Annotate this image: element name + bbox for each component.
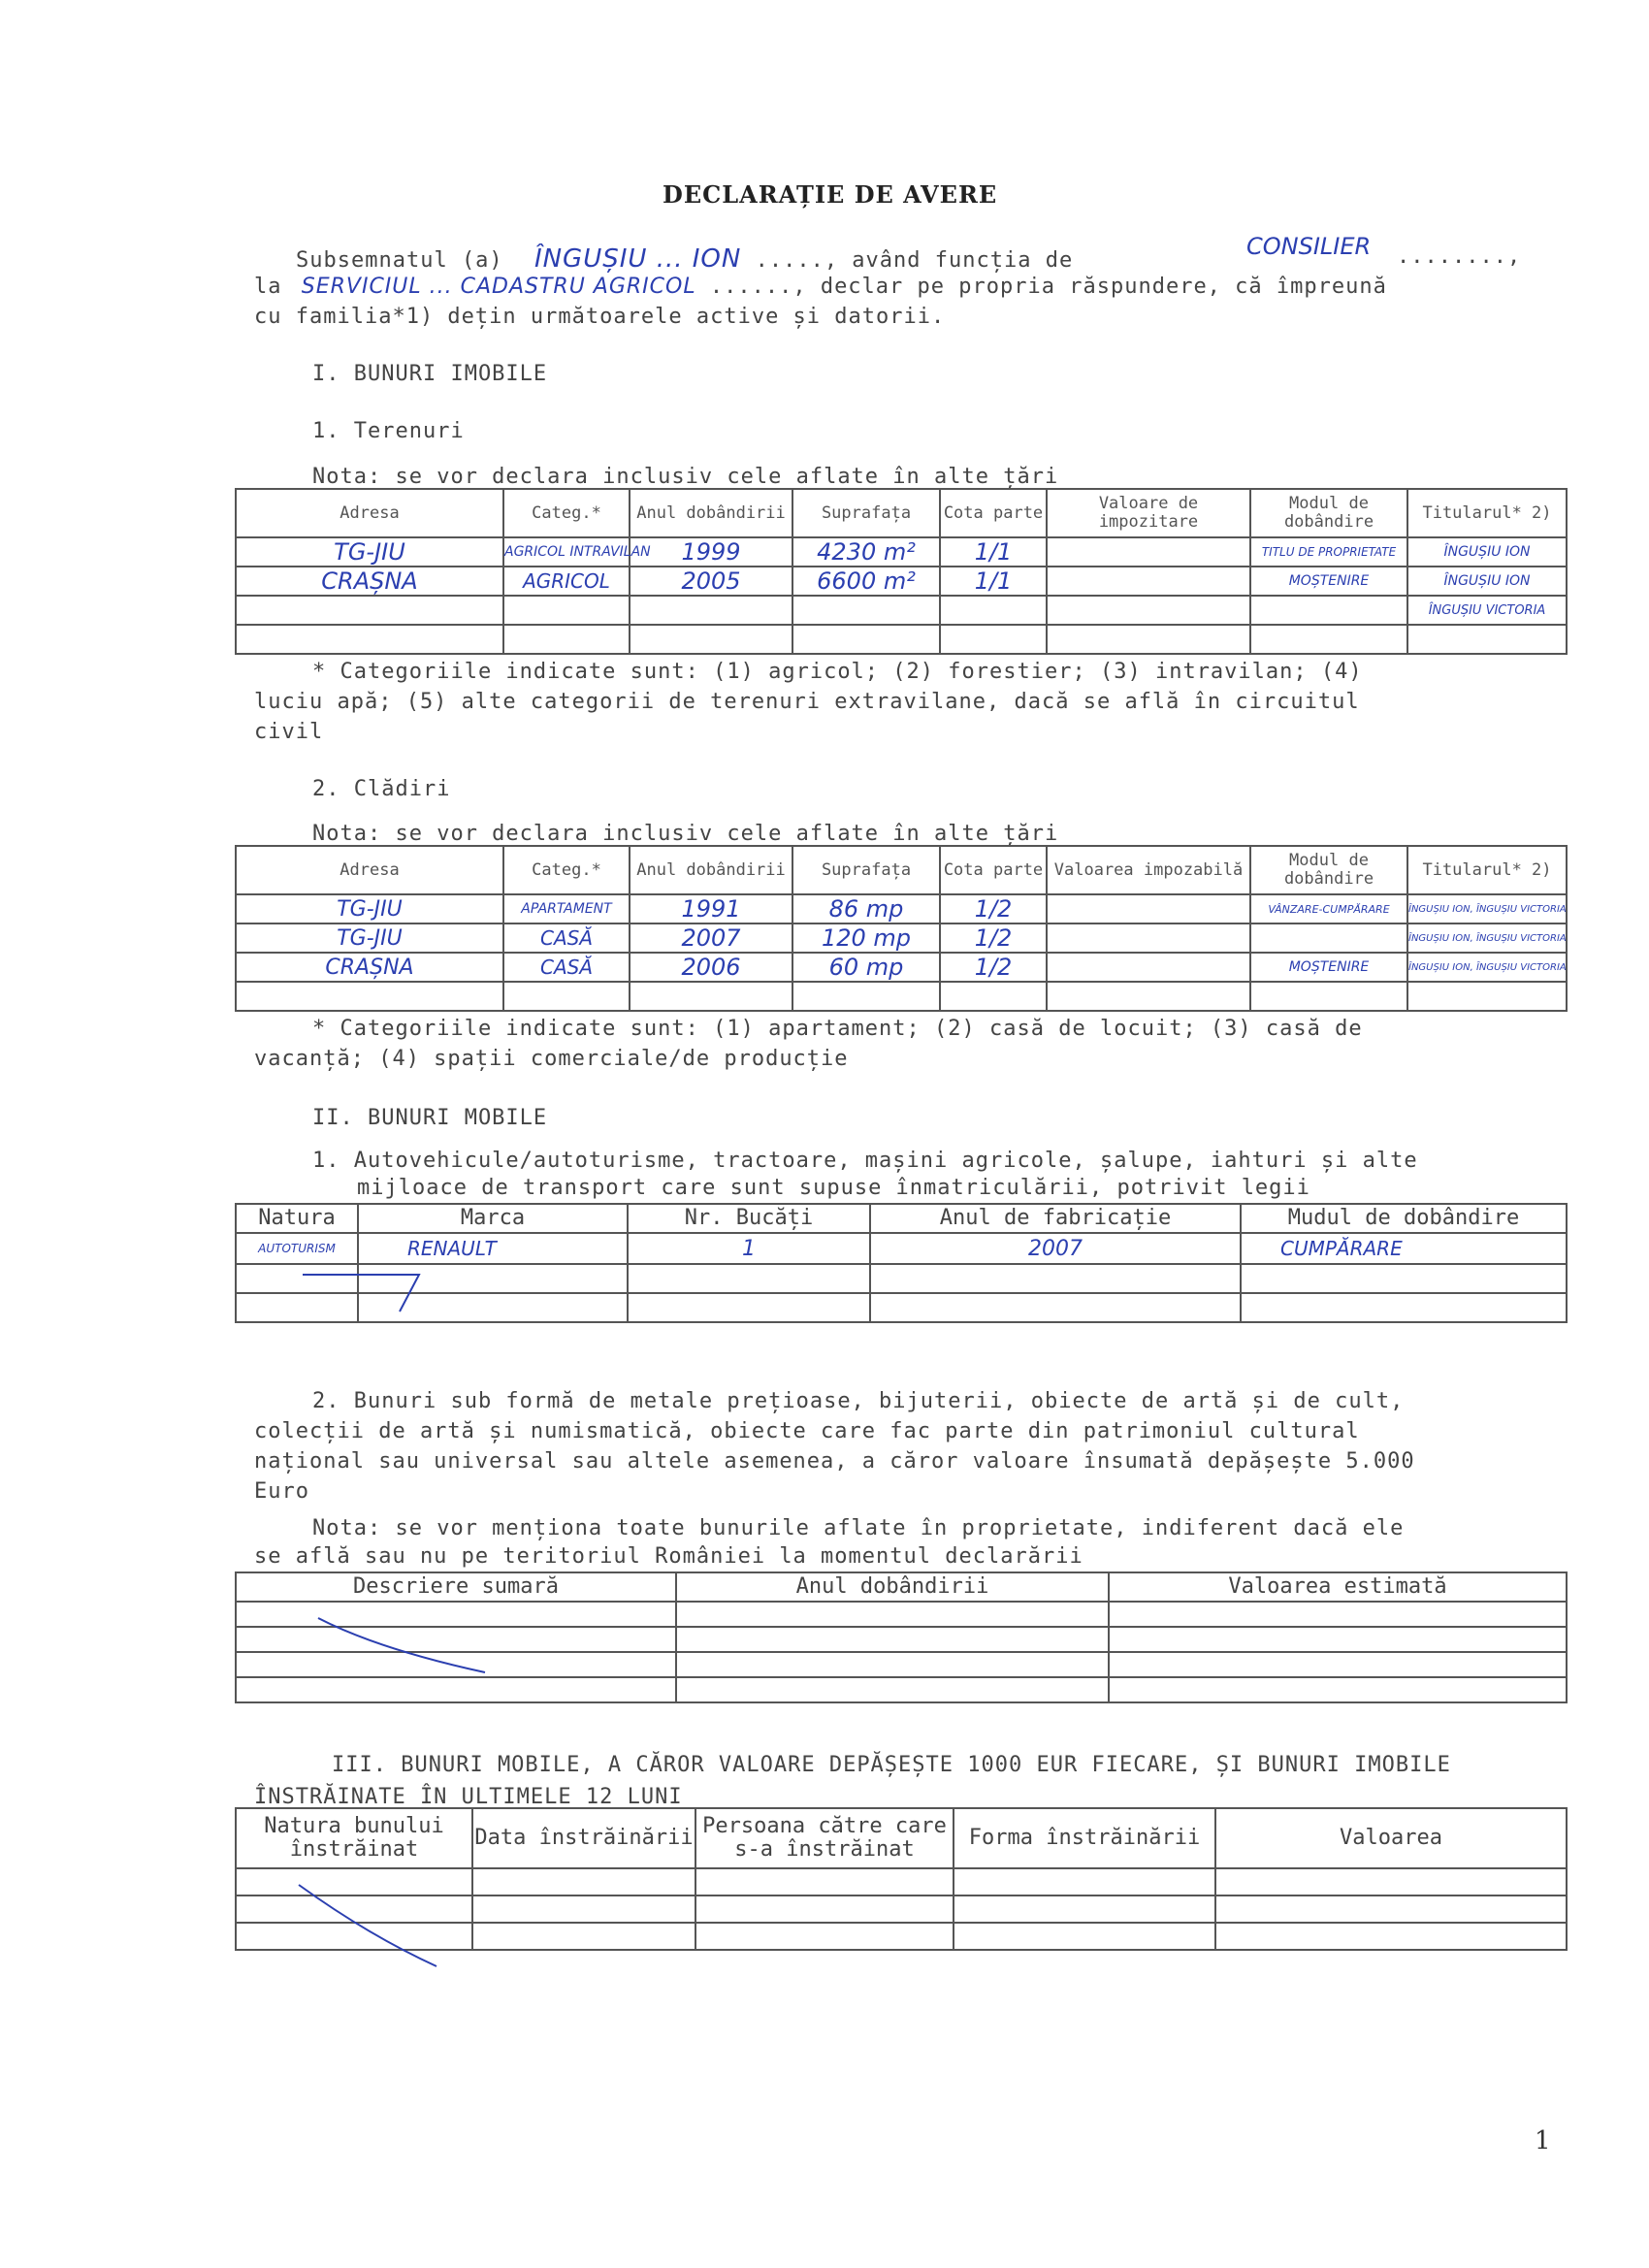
strike-mark bbox=[291, 1261, 436, 1319]
column-header: Valoare de impozitare bbox=[1047, 489, 1250, 537]
section-2-heading: II. BUNURI MOBILE bbox=[312, 1106, 548, 1130]
table-cell: ÎNGUȘIU ION, ÎNGUȘIU VICTORIA bbox=[1407, 953, 1567, 982]
vehicule-heading-2: mijloace de transport care sunt supuse înmatriculării, potrivit legii bbox=[357, 1176, 1310, 1200]
institution-value: SERVICIUL ... CADASTRU AGRICOL bbox=[301, 275, 696, 299]
column-header: Anul dobândirii bbox=[630, 489, 792, 537]
column-header: Adresa bbox=[236, 489, 503, 537]
table-cell bbox=[630, 596, 792, 625]
declarant-name: ÎNGUȘIU ... ION bbox=[534, 244, 742, 274]
table-cell bbox=[792, 596, 940, 625]
table-cell: AUTOTURISM bbox=[236, 1233, 358, 1264]
column-header: Nr. Bucăți bbox=[628, 1204, 870, 1233]
table-cell: 4230 m² bbox=[792, 537, 940, 567]
table-row bbox=[236, 953, 1567, 982]
section-3-heading-2: ÎNSTRĂINATE ÎN ULTIMELE 12 LUNI bbox=[254, 1785, 683, 1809]
table-cell: 2006 bbox=[630, 953, 792, 982]
table-cell: TG-JIU bbox=[236, 537, 503, 567]
intro-line-3: cu familia*1) dețin următoarele active și datorii. bbox=[254, 305, 946, 329]
function-suffix: ........, bbox=[1397, 244, 1522, 269]
table-cell: ÎNGUȘIU ION bbox=[1407, 567, 1567, 596]
table-header-row bbox=[236, 1204, 1567, 1233]
column-header: Modul de dobândire bbox=[1250, 846, 1407, 894]
table-cell bbox=[1047, 953, 1250, 982]
table-row bbox=[236, 596, 1567, 625]
table-cell bbox=[1047, 894, 1250, 923]
column-header: Suprafața bbox=[792, 489, 940, 537]
terenuri-note: Nota: se vor declara inclusiv cele aflate în alte țări bbox=[312, 465, 1059, 489]
table-cell: CRAȘNA bbox=[236, 567, 503, 596]
table-row bbox=[236, 923, 1567, 953]
cladiri-footnote-2: vacanță; (4) spații comerciale/de producție bbox=[254, 1047, 849, 1071]
function-label: ....., având funcția de bbox=[755, 248, 1074, 273]
column-header: Titularul* 2) bbox=[1407, 846, 1567, 894]
declar-text: ......, declar pe propria răspundere, că împreună bbox=[709, 275, 1387, 299]
table-cell: 1999 bbox=[630, 537, 792, 567]
column-header: Natura bbox=[236, 1204, 358, 1233]
table-cell bbox=[1250, 923, 1407, 953]
table-cell: 86 mp bbox=[792, 894, 940, 923]
bunuri-note-2: se află sau nu pe teritoriul României la momentul declarării bbox=[254, 1544, 1083, 1569]
column-header: Titularul* 2) bbox=[1407, 489, 1567, 537]
column-header: Valoarea bbox=[1215, 1808, 1567, 1868]
bunuri-text-4: Euro bbox=[254, 1479, 309, 1504]
page-title: DECLARAȚIE DE AVERE bbox=[663, 180, 998, 209]
table-row bbox=[236, 625, 1567, 654]
table-cell: RENAULT bbox=[358, 1233, 628, 1264]
cladiri-footnote-1: * Categoriile indicate sunt: (1) apartament; (2) casă de locuit; (3) casă de bbox=[312, 1017, 1363, 1041]
terenuri-footnote-2: luciu apă; (5) alte categorii de terenuri extravilane, dacă se află în circuitul bbox=[254, 690, 1360, 714]
table-cell bbox=[1047, 567, 1250, 596]
table-cell bbox=[1250, 596, 1407, 625]
table-cell: TG-JIU bbox=[236, 894, 503, 923]
column-header: Valoarea estimată bbox=[1109, 1572, 1567, 1602]
table-cell: 1991 bbox=[630, 894, 792, 923]
column-header: Anul dobândirii bbox=[630, 846, 792, 894]
table-header-row bbox=[236, 1808, 1567, 1868]
column-header: Anul de fabricație bbox=[870, 1204, 1241, 1233]
table-row bbox=[236, 982, 1567, 1011]
strike-mark bbox=[291, 1877, 456, 1974]
table-cell: MOȘTENIRE bbox=[1250, 953, 1407, 982]
column-header: Marca bbox=[358, 1204, 628, 1233]
table-cell: 120 mp bbox=[792, 923, 940, 953]
column-header: Suprafața bbox=[792, 846, 940, 894]
column-header: Data înstrăinării bbox=[472, 1808, 695, 1868]
table-cell: 1/2 bbox=[940, 953, 1047, 982]
table-cell: 6600 m² bbox=[792, 567, 940, 596]
table-cell: CRAȘNA bbox=[236, 953, 503, 982]
table-cell: MOȘTENIRE bbox=[1250, 567, 1407, 596]
table-cell: 1/1 bbox=[940, 537, 1047, 567]
cladiri-heading: 2. Clădiri bbox=[312, 777, 451, 801]
table-cell bbox=[1047, 537, 1250, 567]
table-header-row bbox=[236, 846, 1567, 894]
table-cell: 1/2 bbox=[940, 923, 1047, 953]
table-header-row bbox=[236, 489, 1567, 537]
terenuri-footnote-1: * Categoriile indicate sunt: (1) agricol; (2) forestier; (3) intravilan; (4) bbox=[312, 660, 1363, 684]
table-cell: ÎNGUȘIU VICTORIA bbox=[1407, 596, 1567, 625]
column-header: Categ.* bbox=[503, 489, 630, 537]
table-cell: 1 bbox=[628, 1233, 870, 1264]
la-label: la bbox=[254, 275, 282, 299]
cladiri-table bbox=[235, 845, 1568, 1012]
table-cell bbox=[1047, 923, 1250, 953]
table-cell bbox=[940, 596, 1047, 625]
function-value: CONSILIER bbox=[1246, 233, 1372, 260]
page-number: 1 bbox=[1535, 2126, 1551, 2155]
table-cell bbox=[503, 596, 630, 625]
table-cell: ÎNGUȘIU ION, ÎNGUȘIU VICTORIA bbox=[1407, 894, 1567, 923]
table-cell: AGRICOL bbox=[503, 567, 630, 596]
terenuri-table bbox=[235, 488, 1568, 655]
table-cell bbox=[236, 596, 503, 625]
column-header: Anul dobândirii bbox=[676, 1572, 1109, 1602]
column-header: Mudul de dobândire bbox=[1241, 1204, 1567, 1233]
column-header: Valoarea impozabilă bbox=[1047, 846, 1250, 894]
table-cell: TG-JIU bbox=[236, 923, 503, 953]
column-header: Descriere sumară bbox=[236, 1572, 676, 1602]
column-header: Cota parte bbox=[940, 489, 1047, 537]
bunuri-text-2: colecții de artă și numismatică, obiecte care fac parte din patrimoniul cultural bbox=[254, 1419, 1360, 1443]
bunuri-text-3: național sau universal sau altele asemenea, a căror valoare însumată depășește 5.000 bbox=[254, 1449, 1415, 1474]
table-cell: TITLU DE PROPRIETATE bbox=[1250, 537, 1407, 567]
table-row bbox=[236, 537, 1567, 567]
section-3-heading-1: III. BUNURI MOBILE, A CĂROR VALOARE DEPĂȘEȘTE 1000 EUR FIECARE, ȘI BUNURI IMOBILE bbox=[332, 1753, 1451, 1777]
terenuri-heading: 1. Terenuri bbox=[312, 419, 465, 443]
cladiri-note: Nota: se vor declara inclusiv cele aflate în alte țări bbox=[312, 822, 1059, 846]
table-cell: 2005 bbox=[630, 567, 792, 596]
table-cell: APARTAMENT bbox=[503, 894, 630, 923]
intro-line-1 bbox=[296, 244, 1073, 274]
table-header-row bbox=[236, 1572, 1567, 1602]
table-cell: AGRICOL INTRAVILAN bbox=[503, 537, 630, 567]
bunuri-text-1: 2. Bunuri sub formă de metale prețioase, bijuterii, obiecte de artă și de cult, bbox=[312, 1389, 1405, 1413]
column-header: Categ.* bbox=[503, 846, 630, 894]
strike-mark bbox=[310, 1610, 504, 1688]
table-row bbox=[236, 567, 1567, 596]
table-row bbox=[236, 1233, 1567, 1264]
table-cell: 2007 bbox=[870, 1233, 1241, 1264]
column-header: Modul de dobândire bbox=[1250, 489, 1407, 537]
table-cell: 1/2 bbox=[940, 894, 1047, 923]
table-row bbox=[236, 894, 1567, 923]
column-header: Natura bunului înstrăinat bbox=[236, 1808, 472, 1868]
table-cell: CASĂ bbox=[503, 953, 630, 982]
table-cell: VÂNZARE-CUMPĂRARE bbox=[1250, 894, 1407, 923]
column-header: Forma înstrăinării bbox=[954, 1808, 1215, 1868]
column-header: Adresa bbox=[236, 846, 503, 894]
table-cell: 60 mp bbox=[792, 953, 940, 982]
table-cell bbox=[1047, 596, 1250, 625]
table-cell: ÎNGUȘIU ION, ÎNGUȘIU VICTORIA bbox=[1407, 923, 1567, 953]
table-cell: ÎNGUȘIU ION bbox=[1407, 537, 1567, 567]
table-cell: 2007 bbox=[630, 923, 792, 953]
vehicule-heading-1: 1. Autovehicule/autoturisme, tractoare, mașini agricole, șalupe, iahturi și alte bbox=[312, 1149, 1418, 1173]
section-1-heading: I. BUNURI IMOBILE bbox=[312, 362, 548, 386]
intro-line-2 bbox=[254, 275, 1387, 299]
table-cell: CASĂ bbox=[503, 923, 630, 953]
bunuri-note-1: Nota: se vor menționa toate bunurile aflate în proprietate, indiferent dacă ele bbox=[312, 1516, 1405, 1540]
subsemnatul-label: Subsemnatul (a) bbox=[296, 248, 503, 273]
terenuri-footnote-3: civil bbox=[254, 720, 324, 744]
table-cell: CUMPĂRARE bbox=[1241, 1233, 1567, 1264]
column-header: Cota parte bbox=[940, 846, 1047, 894]
table-cell: 1/1 bbox=[940, 567, 1047, 596]
column-header: Persoana către care s-a înstrăinat bbox=[695, 1808, 954, 1868]
